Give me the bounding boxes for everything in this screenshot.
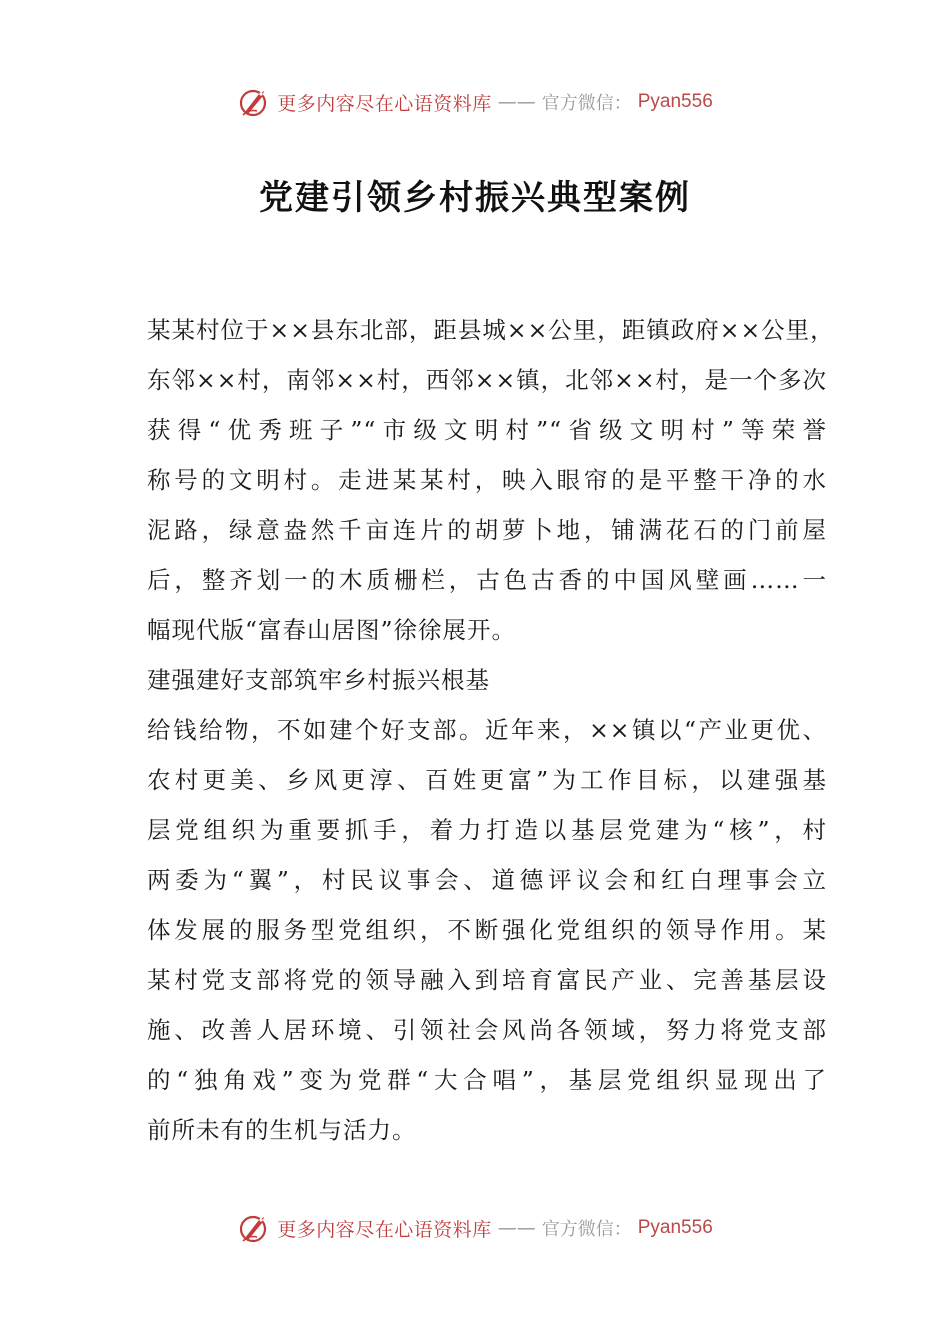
body-line: 称号的文明村。走进某某村，映入眼帘的是平整干净的水 xyxy=(147,466,827,494)
banner-wechat-id: Pyan556 xyxy=(637,91,713,112)
body-line: 体发展的服务型党组织，不断强化党组织的领导作用。某 xyxy=(147,916,827,944)
banner-wechat-label: 官方微信： xyxy=(541,1219,632,1240)
pen-nib-circle-icon xyxy=(237,1211,271,1245)
body-line: 农村更美、乡风更淳、百姓更富”为工作目标，以建强基 xyxy=(147,766,827,794)
banner-text: 更多内容尽在心语资料库 xyxy=(277,92,492,115)
body-line: 泥路，绿意盎然千亩连片的胡萝卜地，铺满花石的门前屋 xyxy=(147,516,827,544)
footer-banner xyxy=(0,1208,950,1248)
body-line: 施、改善人居环境、引领社会风尚各领域，努力将党支部 xyxy=(147,1016,827,1044)
banner-wechat-label: 官方微信： xyxy=(541,93,632,114)
banner-text: 更多内容尽在心语资料库 xyxy=(277,1218,492,1241)
body-line: 幅现代版“富春山居图”徐徐展开。 xyxy=(147,616,517,644)
header-banner xyxy=(0,82,950,122)
document-body xyxy=(147,305,835,1155)
body-line: 层党组织为重要抓手，着力打造以基层党建为“核”，村 xyxy=(147,816,827,844)
body-line: 给钱给物，不如建个好支部。近年来，××镇以“产业更优、 xyxy=(147,716,827,744)
body-line: 东邻××村，南邻××村，西邻××镇，北邻××村，是一个多次 xyxy=(147,366,828,394)
body-line: 后，整齐划一的木质栅栏，古色古香的中国风壁画……一 xyxy=(147,566,827,594)
section-heading: 建强建好支部筑牢乡村振兴根基 xyxy=(147,666,490,694)
banner-wechat-id: Pyan556 xyxy=(637,1217,713,1238)
pen-nib-circle-icon xyxy=(237,85,271,119)
body-line: 两委为“翼”，村民议事会、道德评议会和红白理事会立 xyxy=(147,866,827,894)
banner-dash: —— xyxy=(497,1217,536,1239)
body-line: 某村党支部将党的领导融入到培育富民产业、完善基层设 xyxy=(147,966,827,994)
body-line: 前所未有的生机与活力。 xyxy=(147,1116,417,1144)
body-line: 的“独角戏”变为党群“大合唱”，基层党组织显现出了 xyxy=(147,1066,827,1094)
page-title: 党建引领乡村振兴典型案例 xyxy=(259,178,691,218)
body-line: 获得“优秀班子”“市级文明村”“省级文明村”等荣誉 xyxy=(147,416,827,444)
body-line: 某某村位于××县东北部，距县城××公里，距镇政府××公里， xyxy=(147,316,835,344)
banner-dash: —— xyxy=(497,91,536,113)
